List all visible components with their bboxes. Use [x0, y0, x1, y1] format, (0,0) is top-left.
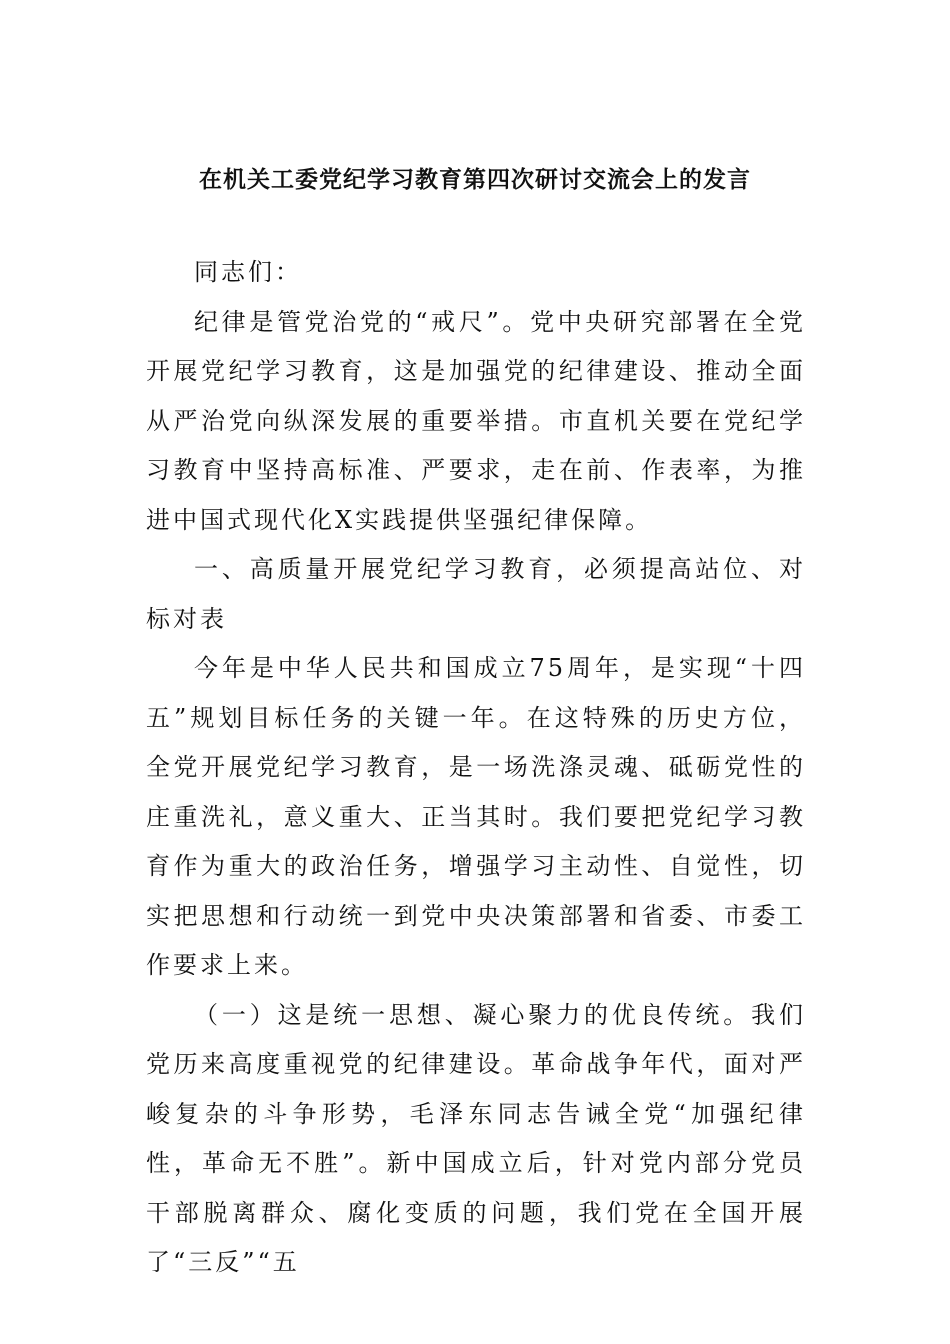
section-heading-1: 一、高质量开展党纪学习教育，必须提高站位、对标对表 [146, 555, 806, 633]
document-body [146, 248, 806, 1288]
paragraph-background: 今年是中华人民共和国成立75周年，是实现“十四五”规划目标任务的关键一年。在这特殊的历史方位，全党开展党纪学习教育，是一场洗涤灵魂、砥砺党性的庄重洗礼，意义重大、正当其时。我们要把党纪学习教育作为重大的政治任务，增强学习主动性、自觉性，切实把思想和行动统一到党中央决策部署和省委、市委工作要求上来。 [146, 654, 806, 979]
salutation: 同志们： [194, 258, 302, 286]
paragraph-subsection-1: （一）这是统一思想、凝心聚力的优良传统。我们党历来高度重视党的纪律建设。革命战争年代，面对严峻复杂的斗争形势，毛泽东同志告诫全党“加强纪律性，革命无不胜”。新中国成立后，针对党内部分党员干部脱离群众、腐化变质的问题，我们党在全国开展了“三反”“五 [146, 1000, 806, 1276]
document-title: 在机关工委党纪学习教育第四次研讨交流会上的发言 [199, 167, 751, 193]
paragraph-intro: 纪律是管党治党的“戒尺”。党中央研究部署在全党开展党纪学习教育，这是加强党的纪律建设、推动全面从严治党向纵深发展的重要举措。市直机关要在党纪学习教育中坚持高标准、严要求，走在前、作表率，为推进中国式现代化X实践提供坚强纪律保障。 [146, 307, 806, 534]
